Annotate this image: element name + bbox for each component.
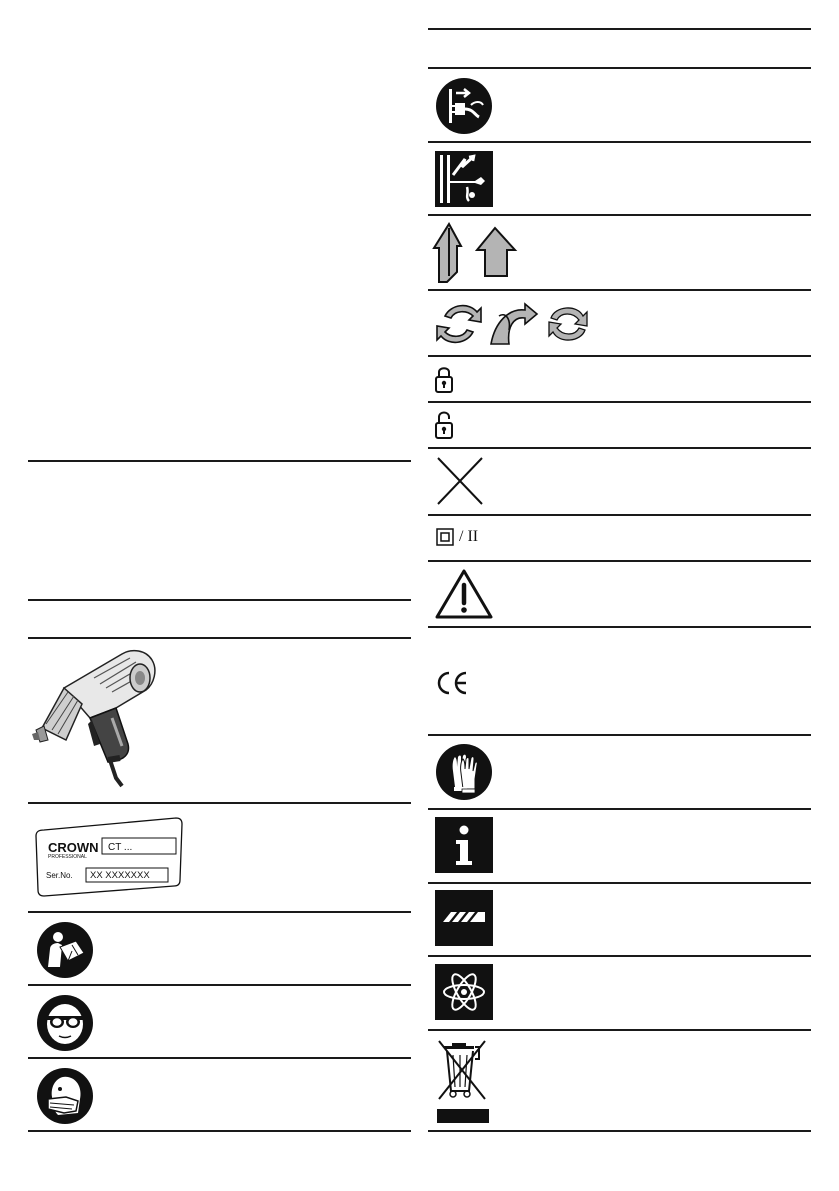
unplug-icon	[435, 77, 493, 135]
divider-line	[28, 984, 411, 986]
divider-line	[428, 447, 811, 449]
brand-logo-text: CROWN	[48, 840, 99, 855]
info-icon	[435, 817, 493, 873]
divider-line	[428, 808, 811, 810]
divider-line	[428, 141, 811, 143]
double-insulation-icon	[436, 528, 454, 546]
weee-bin-icon	[435, 1037, 491, 1125]
divider-line	[428, 289, 811, 291]
divider-line	[428, 560, 811, 562]
brand-subtitle-text: PROFESSIONAL	[48, 854, 87, 860]
divider-line	[428, 67, 811, 69]
divider-line	[428, 1130, 811, 1132]
prohibited-cross-icon	[436, 456, 484, 506]
rating-icon	[435, 890, 493, 946]
divider-line	[428, 401, 811, 403]
ce-mark-icon	[435, 671, 469, 695]
energy-icon	[435, 964, 493, 1020]
divider-line	[428, 214, 811, 216]
wear-goggles-icon	[36, 994, 94, 1052]
model-text: CT ...	[108, 842, 133, 853]
divider-line	[428, 355, 811, 357]
serial-value-text: XX XXXXXXX	[90, 870, 150, 881]
divider-line	[28, 802, 411, 804]
arrow-up-direction-icon	[433, 222, 521, 284]
divider-line	[428, 882, 811, 884]
divider-line	[428, 955, 811, 957]
divider-line	[428, 28, 811, 30]
divider-line	[28, 1130, 411, 1132]
read-manual-icon	[36, 921, 94, 979]
divider-line	[28, 637, 411, 639]
wear-mask-icon	[36, 1067, 94, 1125]
warning-triangle-icon	[434, 568, 494, 620]
divider-line	[28, 911, 411, 913]
divider-line	[28, 599, 411, 601]
lock-open-icon	[435, 410, 453, 440]
wear-gloves-icon	[435, 743, 493, 801]
divider-line	[428, 1029, 811, 1031]
drill-image	[30, 648, 160, 788]
divider-line	[28, 1057, 411, 1059]
electric-shock-hazard-icon	[435, 151, 493, 207]
divider-line	[428, 514, 811, 516]
lock-closed-icon	[435, 364, 453, 394]
serial-label-text: Ser.No.	[46, 871, 73, 880]
divider-line	[28, 460, 411, 462]
protection-class-label: / II	[459, 528, 479, 545]
product-label	[30, 816, 186, 900]
rotation-direction-icon	[433, 298, 593, 350]
divider-line	[428, 734, 811, 736]
divider-line	[428, 626, 811, 628]
